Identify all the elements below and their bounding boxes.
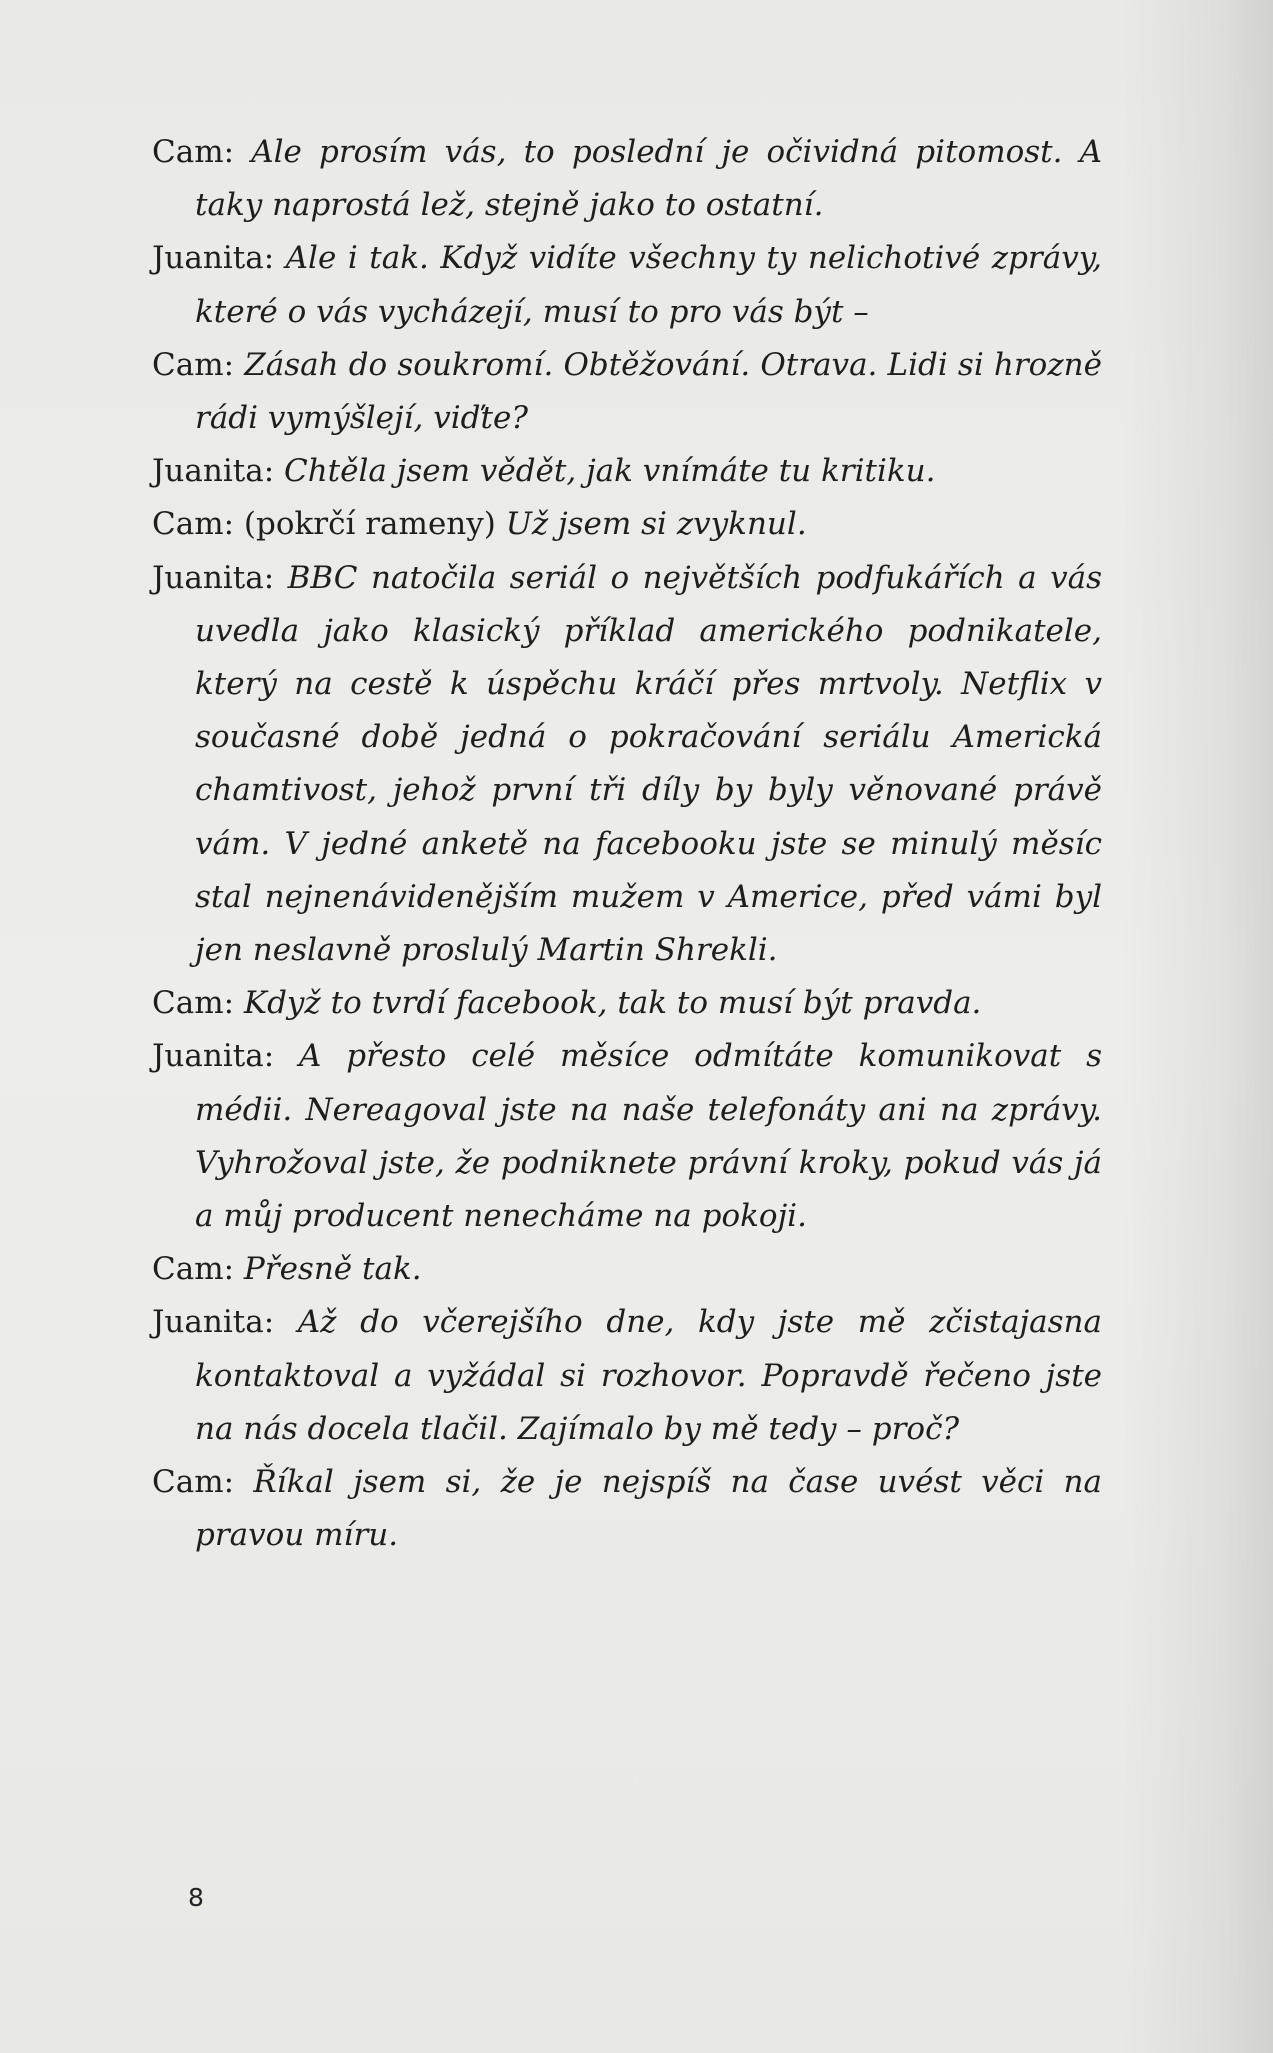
stage-direction: (pokrčí rameny) xyxy=(243,506,496,543)
dialogue-turn xyxy=(152,339,1102,445)
dialogue-turn xyxy=(152,126,1102,232)
speech-text: Až do včerejšího dne, kdy jste mě zčistajasna kontaktoval a vyžádal si rozhovor. Popravdě řečeno jste na nás docela tlačil. Zajímalo by mě tedy – proč? xyxy=(195,1304,1103,1447)
speech-text: Ale i tak. Když vidíte všechny ty nelichotivé zprávy, které o vás vycházejí, musí to pro vás být – xyxy=(195,240,1102,330)
dialogue-turn xyxy=(152,977,1102,1030)
speaker-label: Cam: xyxy=(152,985,235,1022)
speaker-label: Juanita: xyxy=(152,1038,275,1075)
speech-text: Přesně tak. xyxy=(243,1251,422,1288)
dialogue-turn xyxy=(152,1456,1102,1562)
dialogue-turn xyxy=(152,1243,1102,1296)
speaker-label: Cam: xyxy=(152,1251,235,1288)
dialogue-turn xyxy=(152,1030,1102,1243)
dialogue-turn xyxy=(152,232,1102,338)
dialogue-turn xyxy=(152,1296,1102,1456)
speaker-label: Cam: xyxy=(152,134,235,170)
speaker-label: Juanita: xyxy=(152,559,275,596)
speech-text: A přesto celé měsíce odmítáte komunikovat s médii. Nereagoval jste na naše telefonáty ani na zprávy. Vyhrožoval jste, že podniknete právní kroky, pokud vás já a můj producent nenecháme na pokoji. xyxy=(195,1038,1102,1235)
speech-text: Když to tvrdí facebook, tak to musí být pravda. xyxy=(243,985,982,1022)
dialogue-turn xyxy=(152,552,1102,978)
speech-text: Říkal jsem si, že je nejspíš na čase uvést věci na pravou míru. xyxy=(195,1464,1103,1554)
dialogue-turn xyxy=(152,498,1102,551)
speaker-label: Cam: xyxy=(152,506,235,543)
speech-text: Chtěla jsem vědět, jak vnímáte tu kritiku. xyxy=(284,453,936,490)
speech-text: Už jsem si zvyknul. xyxy=(505,506,807,543)
speaker-label: Cam: xyxy=(152,1464,235,1501)
speech-text: Ale prosím vás, to poslední je očividná pitomost. A taky naprostá lež, stejně jako to ostatní. xyxy=(195,134,1103,224)
speaker-label: Juanita: xyxy=(152,240,275,277)
dialogue-text xyxy=(152,126,1102,1562)
speaker-label: Cam: xyxy=(152,346,235,383)
speech-text: BBC natočila seriál o největších podfukářích a vás uvedla jako klasický příklad amerického podnikatele, který na cestě k úspěchu kráčí přes mrtvoly. Netflix v současné době jedná o pokračování seriálu Americká chamtivost, jehož první tři díly by byly věnované právě vám. V jedné anketě na facebooku jste se minulý měsíc stal nejnenávidenějším mužem v Americe, před vámi byl jen neslavně proslulý Martin Shrekli. xyxy=(195,559,1102,969)
speech-text: Zásah do soukromí. Obtěžování. Otrava. Lidi si hrozně rádi vymýšlejí, viďte? xyxy=(195,346,1102,437)
speaker-label: Juanita: xyxy=(152,1304,275,1341)
dialogue-turn xyxy=(152,445,1102,498)
page-number: 8 xyxy=(188,1883,204,1912)
speaker-label: Juanita: xyxy=(152,453,275,490)
